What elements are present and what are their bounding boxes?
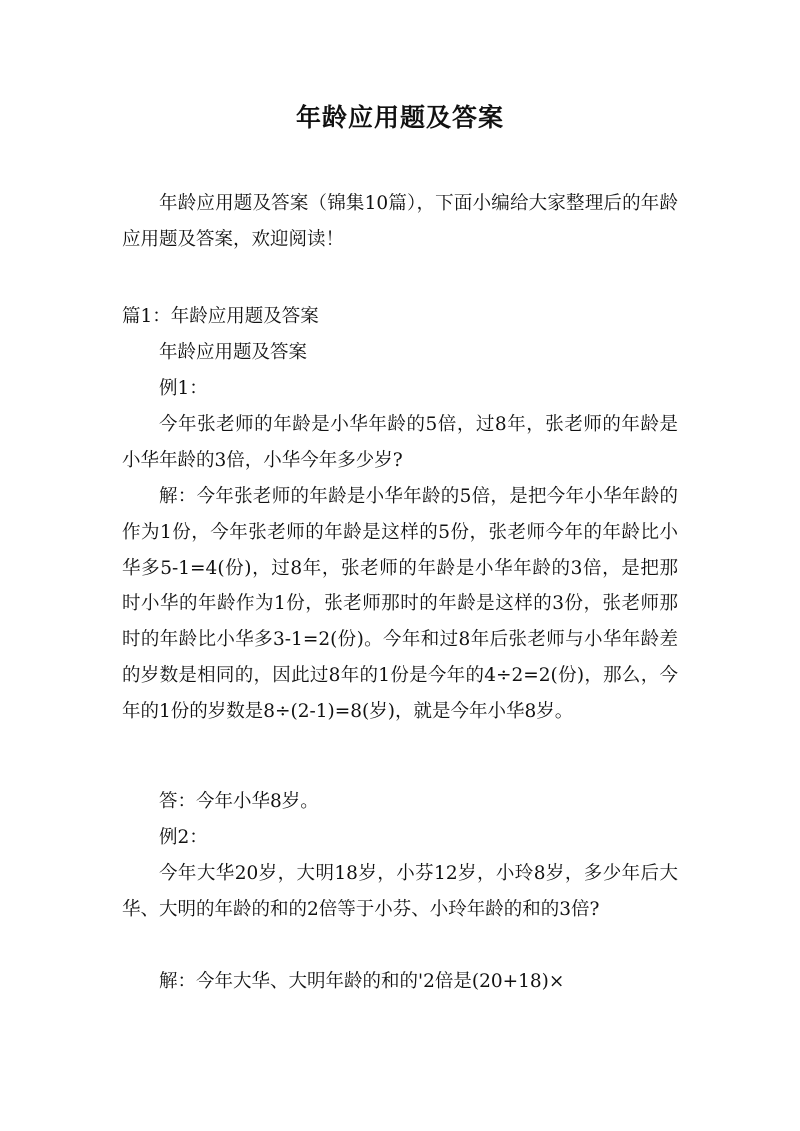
section-heading: 篇1：年龄应用题及答案 xyxy=(122,306,319,327)
subheading: 年龄应用题及答案 xyxy=(159,342,308,363)
example2-label: 例2： xyxy=(159,827,208,848)
example2-question: 今年大华20岁，大明18岁，小芬12岁，小玲8岁，多少年后大华、大明的年龄的和的2倍等于小芬、小玲年龄的和的3倍? xyxy=(122,863,678,920)
example1-label: 例1： xyxy=(159,378,208,399)
example1-solution: 解：今年张老师的年龄是小华年龄的5倍，是把今年小华年龄的作为1份，今年张老师的年龄是这样的5份，张老师今年的年龄比小华多5-1=4(份)，过8年，张老师的年龄是小华年龄的3倍，是把那时小华的年龄作为1份，张老师那时的年龄是这样的3份，张老师那时的年龄比小华多3-1=2(份)。今年和过8年后张老师与小华年龄差的岁数是相同的，因此过8年的1份是今年的4÷2=2(份)，那么，今年的1份的岁数是8÷(2-1)=8(岁)，就是今年小华8岁。 xyxy=(122,486,678,722)
example1-answer: 答：今年小华8岁。 xyxy=(159,791,319,812)
document-title: 年龄应用题及答案 xyxy=(295,103,504,132)
example1-question: 今年张老师的年龄是小华年龄的5倍，过8年，张老师的年龄是小华年龄的3倍，小华今年多少岁? xyxy=(122,414,678,471)
intro-paragraph: 年龄应用题及答案（锦集10篇），下面小编给大家整理后的年龄应用题及答案，欢迎阅读！ xyxy=(122,193,678,250)
example2-solution: 解：今年大华、大明年龄的和的'2倍是(20+18)× xyxy=(159,971,565,992)
